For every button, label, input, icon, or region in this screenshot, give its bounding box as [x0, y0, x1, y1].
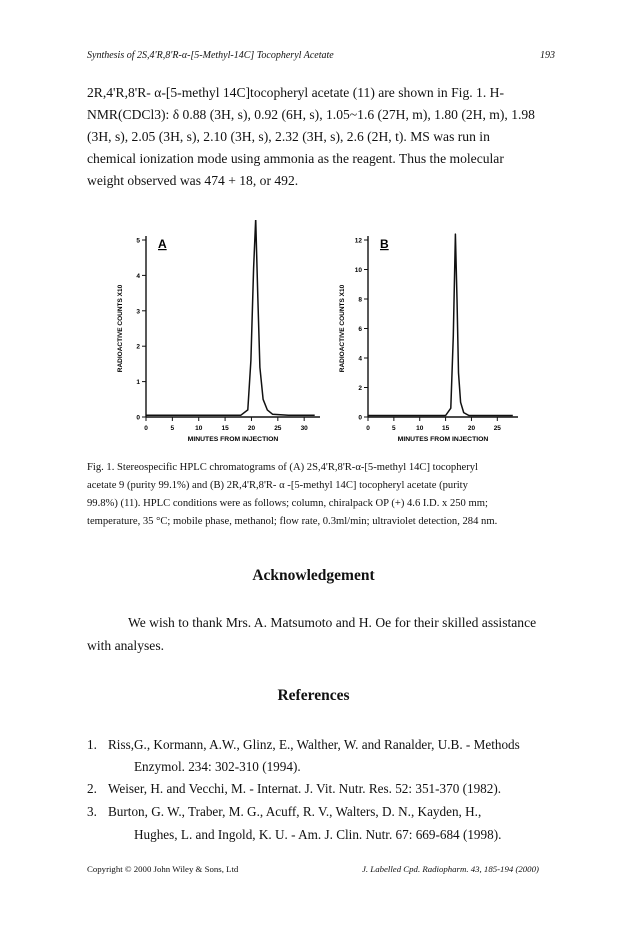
- y-tick-label: 8: [358, 296, 362, 304]
- reference-line: Riss,G., Kormann, A.W., Glinz, E., Walther, W. and Ranalder, U.B. - Methods: [108, 737, 520, 752]
- reference-number: 3.: [87, 804, 97, 819]
- panel-label: A: [158, 237, 167, 251]
- body-line: (3H, s), 2.05 (3H, s), 2.10 (3H, s), 2.32 (3H, s), 2.6 (2H, t). MS was run in: [87, 129, 490, 144]
- chromatogram-trace: [146, 220, 315, 415]
- chromatogram-b: [330, 220, 530, 450]
- x-tick-label: 20: [247, 425, 256, 432]
- y-tick-label: 6: [358, 326, 362, 333]
- reference-line: Burton, G. W., Traber, M. G., Acuff, R. V., Walters, D. N., Kayden, H.,: [108, 804, 482, 819]
- panel-label: B: [380, 237, 389, 251]
- running-title: Synthesis of 2S,4'R,8'R-α-[5-Methyl-14C] Tocopheryl Acetate: [87, 50, 334, 61]
- x-tick-label: 0: [144, 425, 148, 432]
- y-tick-label: 1: [136, 379, 140, 387]
- x-tick-label: 30: [300, 425, 308, 432]
- x-tick-label: 15: [221, 425, 229, 432]
- chromatogram-trace: [368, 234, 513, 415]
- x-axis-label: MINUTES FROM INJECTION: [187, 436, 279, 443]
- caption-line: 99.8%) (11). HPLC conditions were as follows; column, chiralpack OP (+) 4.6 I.D. x 250 mm;: [87, 498, 488, 509]
- x-tick-label: 15: [441, 425, 450, 432]
- caption-line: acetate 9 (purity 99.1%) and (B) 2R,4'R,8'R- α -[5-methyl 14C] tocopheryl acetate (purity: [87, 480, 468, 491]
- y-tick-label: 12: [354, 237, 362, 245]
- reference-number: 1.: [87, 737, 97, 752]
- x-tick-label: 25: [274, 425, 282, 432]
- x-tick-label: 5: [170, 425, 175, 432]
- reference-line: Weiser, H. and Vecchi, M. - Internat. J. Vit. Nutr. Res. 52: 351-370 (1982).: [108, 781, 502, 796]
- reference-line: Enzymol. 234: 302-310 (1994).: [134, 759, 301, 774]
- acknowledgement-line: with analyses.: [87, 638, 165, 653]
- y-tick-label: 0: [358, 414, 362, 422]
- y-axis-label: RADIOACTIVE COUNTS X10: [117, 284, 124, 373]
- x-axis-label: MINUTES FROM INJECTION: [397, 436, 489, 443]
- references-title: References: [277, 687, 350, 704]
- reference-line: Hughes, L. and Ingold, K. U. - Am. J. Clin. Nutr. 67: 669-684 (1998).: [134, 827, 502, 842]
- y-tick-label: 0: [136, 414, 140, 422]
- acknowledgement-title: Acknowledgement: [252, 567, 375, 584]
- y-tick-label: 5: [136, 237, 140, 245]
- y-axis-label: RADIOACTIVE COUNTS X10: [339, 284, 346, 373]
- x-tick-label: 10: [195, 425, 203, 432]
- y-tick-label: 2: [136, 343, 140, 351]
- x-tick-label: 10: [416, 425, 424, 432]
- acknowledgement-line: We wish to thank Mrs. A. Matsumoto and H. Oe for their skilled assistance: [128, 615, 537, 630]
- footer-copyright: Copyright © 2000 John Wiley & Sons, Ltd: [87, 864, 239, 874]
- chromatogram-a: [110, 220, 330, 450]
- x-tick-label: 5: [392, 425, 396, 432]
- reference-number: 2.: [87, 781, 97, 796]
- x-tick-label: 20: [467, 425, 476, 432]
- y-tick-label: 10: [354, 267, 362, 274]
- page-number: 193: [540, 50, 555, 61]
- y-tick-label: 3: [136, 308, 140, 316]
- body-line: chemical ionization mode using ammonia as the reagent. Thus the molecular: [87, 151, 504, 166]
- body-line: weight observed was 474 + 18, or 492.: [87, 173, 299, 188]
- y-tick-label: 4: [358, 355, 362, 363]
- caption-line: Fig. 1. Stereospecific HPLC chromatograms of (A) 2S,4'R,8'R-α-[5-methyl 14C] tocopheryl: [87, 462, 478, 473]
- y-tick-label: 2: [358, 385, 362, 392]
- footer-citation: J. Labelled Cpd. Radiopharm. 43, 185-194 (2000): [362, 864, 539, 874]
- body-line: NMR(CDCl3): δ 0.88 (3H, s), 0.92 (6H, s), 1.05~1.6 (27H, m), 1.80 (2H, m), 1.98: [87, 107, 535, 122]
- x-tick-label: 25: [493, 425, 501, 432]
- y-tick-label: 4: [136, 272, 140, 280]
- x-tick-label: 0: [366, 425, 370, 432]
- caption-line: temperature, 35 °C; mobile phase, methanol; flow rate, 0.3ml/min; ultraviolet detection, 284 nm.: [87, 516, 498, 527]
- body-line: 2R,4'R,8'R- α-[5-methyl 14C]tocopheryl acetate (11) are shown in Fig. 1. H-: [87, 85, 504, 100]
